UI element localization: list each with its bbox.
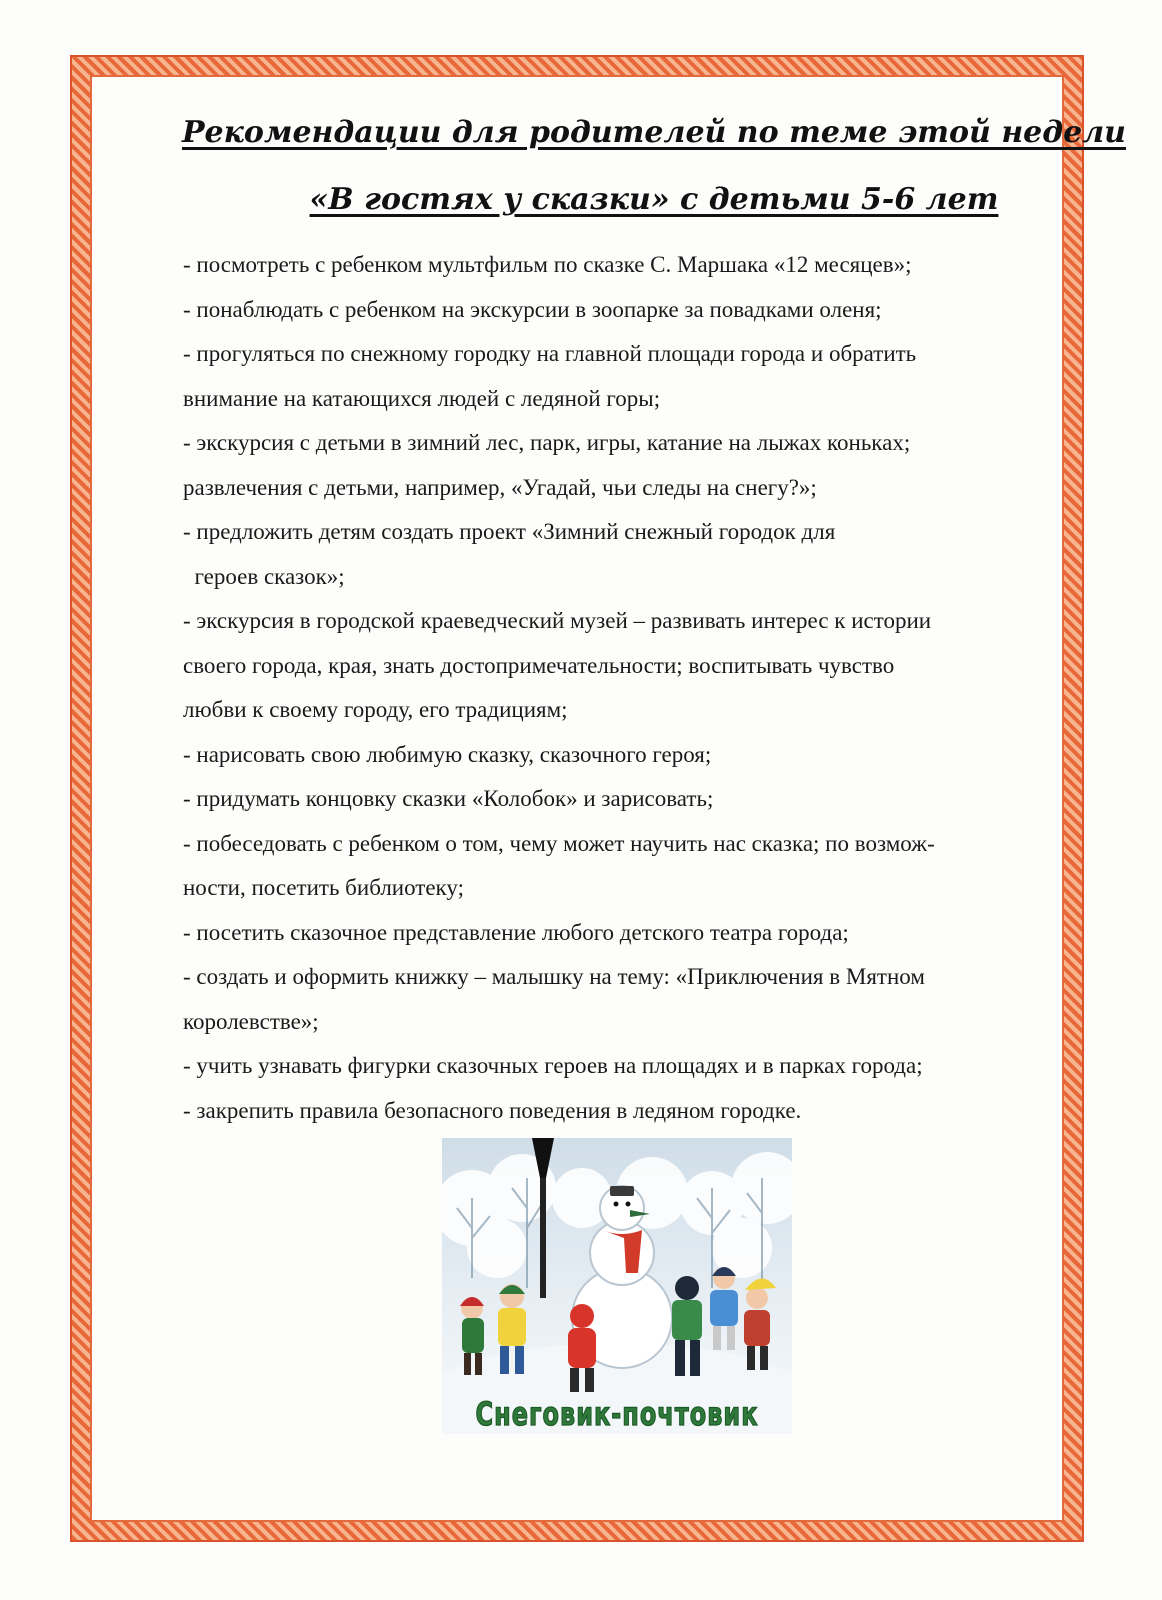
list-line: героев сказок»; [183, 563, 345, 589]
list-line: ности, посетить библиотеку; [183, 875, 464, 900]
list-line: - нарисовать свою любимую сказку, сказочного героя; [183, 741, 712, 767]
cartoon-illustration [442, 1138, 792, 1434]
list-line: королевстве»; [183, 1008, 319, 1034]
list-line: - экскурсия с детьми в зимний лес, парк, игры, катание на лыжах коньках; [183, 430, 911, 455]
list-line: - закрепить правила безопасного поведения в ледяном городке. [183, 1097, 802, 1123]
list-line: - прогуляться по снежному городку на главной площади города и обратить [183, 341, 917, 366]
list-line: развлечения с детьми, например, «Угадай, чьи следы на снегу?»; [183, 474, 817, 500]
list-line: - посетить сказочное представление любого детского театра города; [183, 919, 849, 945]
list-line: - экскурсия в городской краеведческий музей – развивать интерес к истории [183, 608, 932, 633]
illustration-caption: Снеговик-почтовик [475, 1395, 759, 1433]
list-line: любви к своему городу, его традициям; [183, 697, 568, 722]
list-line: - понаблюдать с ребенком на экскурсии в зоопарке за повадками оленя; [183, 296, 882, 322]
list-line: - предложить детям создать проект «Зимний снежный городок для [183, 519, 836, 544]
page-subtitle: «В гостях у сказки» с детьми 5-6 лет [309, 182, 999, 217]
page-title: Рекомендации для родителей по теме этой недели [181, 115, 1126, 150]
list-line: - придумать концовку сказки «Колобок» и зарисовать; [183, 786, 714, 811]
list-line: - посмотреть с ребенком мультфильм по сказке С. Маршака «12 месяцев»; [183, 252, 912, 277]
snowman-dance-image [442, 1138, 792, 1434]
list-line: своего города, края, знать достопримечательности; воспитывать чувство [183, 652, 895, 678]
list-line: - создать и оформить книжку – малышку на тему: «Приключения в Мятном [183, 964, 925, 989]
recommendations-list [183, 243, 1053, 1133]
list-line: - учить узнавать фигурки сказочных героев на площадях и в парках города; [183, 1053, 923, 1078]
list-line: - побеседовать с ребенком о том, чему может научить нас сказка; по возмож- [183, 830, 935, 856]
list-line: внимание на катающихся людей с ледяной горы; [183, 385, 661, 411]
